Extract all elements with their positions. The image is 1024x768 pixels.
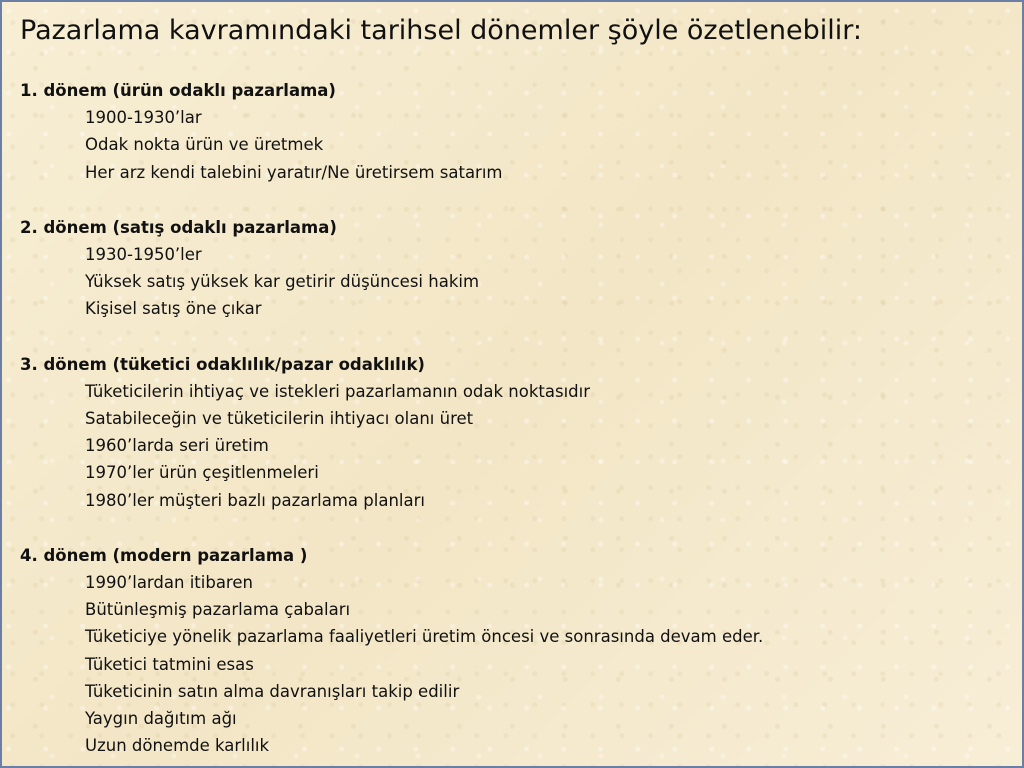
period-item: Her arz kendi talebini yaratır/Ne üretirsem satarım	[85, 162, 503, 182]
period-3	[20, 351, 1012, 514]
period-item: Yaygın dağıtım ağı	[85, 709, 237, 729]
period-item: 1930-1950’ler	[85, 245, 202, 265]
period-item: 1900-1930’lar	[85, 108, 202, 128]
period-item: Kişisel satış öne çıkar	[85, 299, 262, 319]
period-heading: 2. dönem (satış odaklı pazarlama)	[20, 217, 337, 237]
period-heading: 1. dönem (ürün odaklı pazarlama)	[20, 81, 336, 100]
period-1	[20, 77, 1012, 186]
period-items	[20, 241, 1012, 323]
period-items	[20, 569, 1012, 759]
period-4	[20, 542, 1012, 760]
period-heading: 4. dönem (modern pazarlama )	[20, 545, 308, 565]
period-items	[20, 378, 1012, 514]
period-items	[20, 104, 1012, 186]
period-item: Tüketici tatmini esas	[85, 654, 254, 674]
period-item: Odak nokta ürün ve üretmek	[85, 135, 324, 155]
period-item: Tüketiciye yönelik pazarlama faaliyetleri üretim öncesi ve sonrasında devam eder.	[85, 627, 764, 647]
period-2	[20, 214, 1012, 323]
period-item: Yüksek satış yüksek kar getirir düşüncesi hakim	[85, 272, 480, 292]
period-heading: 3. dönem (tüketici odaklılık/pazar odaklılık)	[20, 354, 425, 374]
period-item: Satabileceğin ve tüketicilerin ihtiyacı olanı üret	[85, 409, 474, 429]
period-item: 1970’ler ürün çeşitlenmeleri	[85, 463, 319, 483]
period-item: Tüketicinin satın alma davranışları takip edilir	[85, 681, 460, 701]
period-item: 1960’larda seri üretim	[85, 436, 269, 456]
slide-title: Pazarlama kavramındaki tarihsel dönemler şöyle özetlenebilir:	[20, 15, 862, 46]
period-item: 1990’lardan itibaren	[85, 573, 253, 593]
period-item: Bütünleşmiş pazarlama çabaları	[85, 600, 351, 620]
period-item: Tüketicilerin ihtiyaç ve istekleri pazarlamanın odak noktasıdır	[85, 381, 591, 401]
period-item: 1980’ler müşteri bazlı pazarlama planları	[85, 490, 425, 510]
period-item: Uzun dönemde karlılık	[85, 736, 270, 756]
slide-content	[20, 77, 1012, 759]
